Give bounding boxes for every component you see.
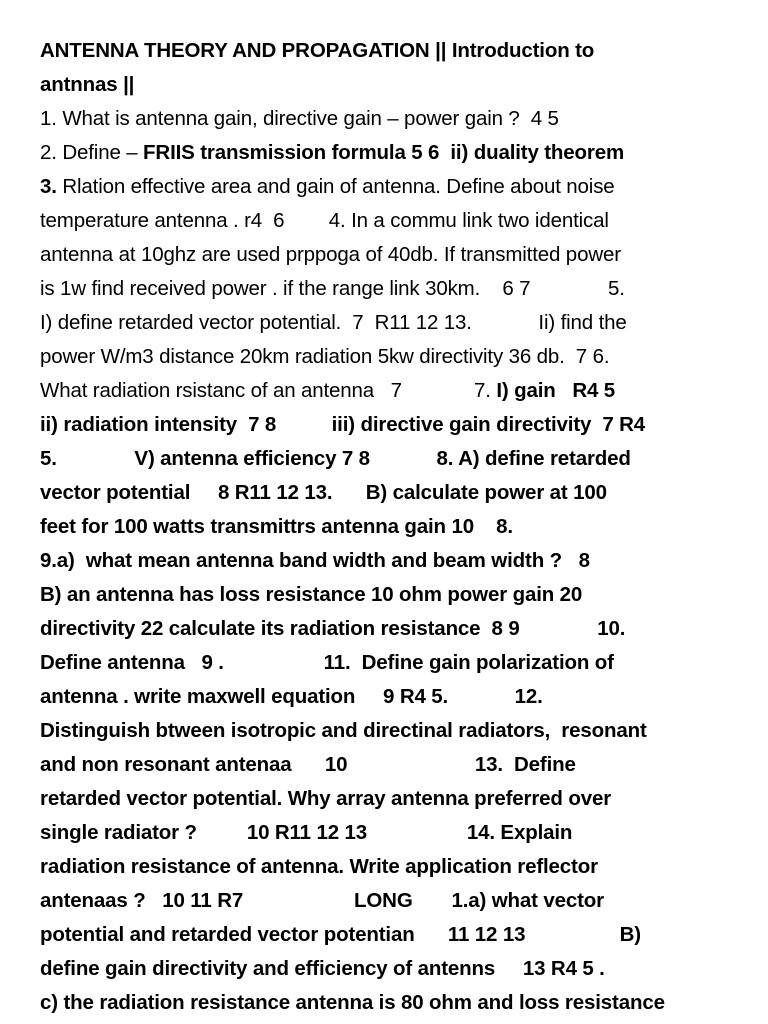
text-line <box>40 884 604 918</box>
text-line <box>40 918 641 952</box>
text-line <box>40 204 609 238</box>
bold-text-run: radiation resistance of antenna. Write application reflector <box>40 855 598 878</box>
text-run: is 1w find received power . if the range link 30km. 6 7 5. <box>40 277 625 300</box>
bold-text-run: single radiator ? 10 R11 12 13 14. Explain <box>40 821 573 844</box>
text-line <box>40 442 631 476</box>
bold-text-run: antnnas || <box>40 73 135 96</box>
text-line <box>40 578 582 612</box>
text-run: antenna at 10ghz are used prppoga of 40db. If transmitted power <box>40 243 621 266</box>
text-line <box>40 986 665 1020</box>
bold-text-run: retarded vector potential. Why array antenna preferred over <box>40 787 612 810</box>
text-line <box>40 170 615 204</box>
text-run: 1. What is antenna gain, directive gain – power gain ? 4 5 <box>40 107 559 130</box>
bold-text-run: 5. V) antenna efficiency 7 8 8. A) define retarded <box>40 447 631 470</box>
bold-text-run: and non resonant antenaa 10 13. Define <box>40 753 576 776</box>
text-run: 2. Define – <box>40 141 144 164</box>
bold-text-run: feet for 100 watts transmittrs antenna gain 10 8. <box>40 515 513 538</box>
bold-text-run: ANTENNA THEORY AND PROPAGATION || Introduction to <box>40 39 595 62</box>
text-line <box>40 646 614 680</box>
text-line <box>40 544 590 578</box>
text-line <box>40 714 647 748</box>
text-line <box>40 136 624 170</box>
text-line <box>40 850 598 884</box>
text-line <box>40 476 607 510</box>
text-line <box>40 408 645 442</box>
text-line <box>40 816 572 850</box>
text-line <box>40 238 621 272</box>
bold-text-run: directivity 22 calculate its radiation resistance 8 9 10. <box>40 617 626 640</box>
bold-text-run: FRIIS transmission formula 5 6 ii) duality theorem <box>143 141 625 164</box>
text-line <box>40 680 543 714</box>
text-line <box>40 374 615 408</box>
bold-text-run: c) the radiation resistance antenna is 80 ohm and loss resistance <box>40 991 665 1014</box>
text-run: Rlation effective area and gain of antenna. Define about noise <box>56 175 615 198</box>
bold-text-run: potential and retarded vector potentian 11 12 13 B) <box>40 923 641 946</box>
text-line <box>40 306 627 340</box>
text-run: power W/m3 distance 20km radiation 5kw directivity 36 db. 7 6. <box>40 345 610 368</box>
text-line <box>40 34 594 68</box>
bold-text-run: antenaas ? 10 11 R7 LONG 1.a) what vector <box>40 889 604 912</box>
bold-text-run: Define antenna 9 . 11. Define gain polarization of <box>40 651 614 674</box>
bold-text-run: I) gain R4 5 <box>496 379 616 402</box>
text-line <box>40 952 605 986</box>
text-line <box>40 612 625 646</box>
text-run: What radiation rsistanc of an antenna 7 7. <box>40 379 497 402</box>
bold-text-run: Distinguish btween isotropic and directinal radiators, resonant <box>40 719 647 742</box>
text-line <box>40 748 576 782</box>
text-line <box>40 782 611 816</box>
bold-text-run: define gain directivity and efficiency of antenns 13 R4 5 . <box>40 957 605 980</box>
text-line <box>40 340 609 374</box>
text-run: temperature antenna . r4 6 4. In a commu link two identical <box>40 209 609 232</box>
bold-text-run: antenna . write maxwell equation 9 R4 5. 12. <box>40 685 543 708</box>
text-line <box>40 510 513 544</box>
text-line <box>40 102 559 136</box>
bold-text-run: vector potential 8 R11 12 13. B) calculate power at 100 <box>40 481 607 504</box>
text-line <box>40 272 625 306</box>
text-line <box>40 68 134 102</box>
bold-text-run: ii) radiation intensity 7 8 iii) directive gain directivity 7 R4 <box>40 413 646 436</box>
text-run: I) define retarded vector potential. 7 R11 12 13. Ii) find the <box>40 311 627 334</box>
bold-text-run: 3. <box>40 175 57 198</box>
bold-text-run: 9.a) what mean antenna band width and beam width ? 8 <box>40 549 590 572</box>
bold-text-run: B) an antenna has loss resistance 10 ohm power gain 20 <box>40 583 583 606</box>
